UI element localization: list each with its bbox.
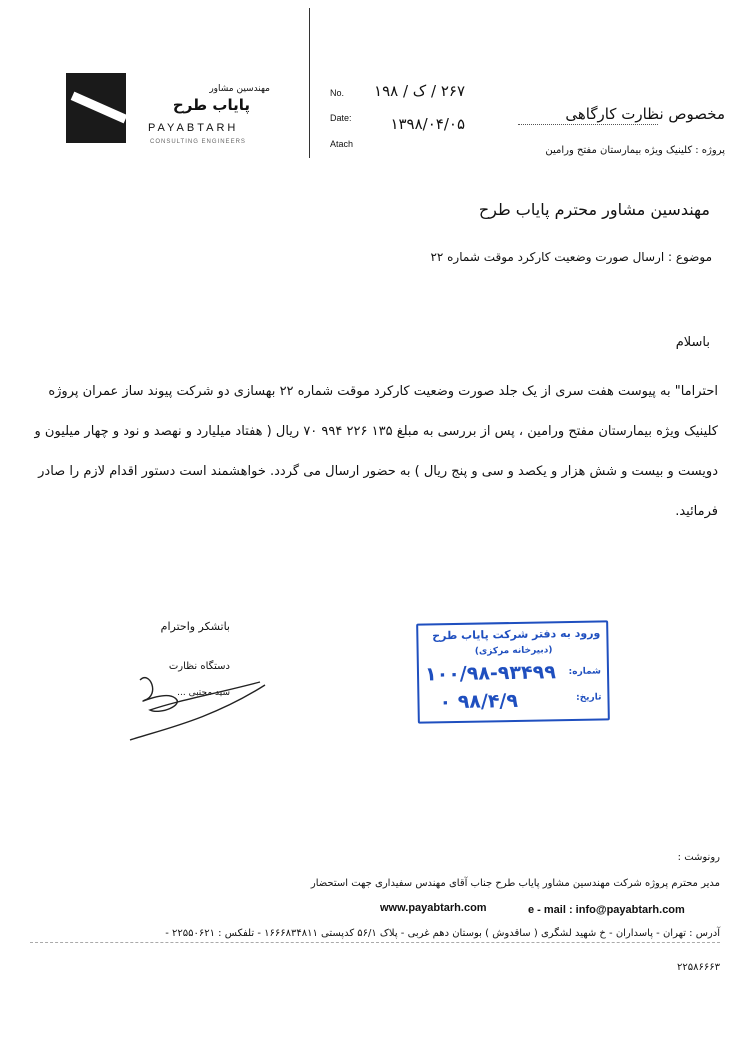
footer-rule [30, 942, 720, 943]
letter-body: احتراما" به پیوست هفت سری از یک جلد صورت وضعیت کارکرد موقت شماره ۲۲ بهسازی دو شرکت پیوند ساز عمران پروژه کلینیک ویژه بیمارستان مفتح ورامین ، پس از بررسی به مبلغ ۱۳۵ ۲۲۶ ۹۹۴ ۷۰ ریال ( هفتاد میلیارد و نهصد و نود و چهار میلیون و دویست و بیست و شش هزار و یکصد و سی و پنج ریال ) به حضور ارسال می گردد. خواهشمند است دستور اقدام لازم را صادر فرمائید. [34, 384, 718, 519]
stamp-title: ورود به دفتر شرکت پایاب طرح [432, 626, 601, 643]
header-divider [309, 8, 310, 158]
cc-line: مدیر محترم پروژه شرکت مهندسین مشاور پایاب طرح جناب آقای مهندس سفیداری جهت استحضار [310, 878, 720, 889]
date-label: Date: [330, 113, 352, 123]
stamp-number-label: شماره: [568, 666, 602, 678]
number-label: No. [330, 88, 345, 98]
email-link[interactable]: e - mail : info@payabtarh.com [528, 904, 685, 916]
heading-underline [518, 124, 658, 126]
handwritten-signature [120, 660, 270, 750]
project-line: پروژه : کلینیک ویژه بیمارستان مفتح ورامین [545, 145, 725, 156]
attach-label: Atach [330, 139, 354, 149]
special-heading: مخصوص نظارت کارگاهی [565, 105, 725, 123]
greeting: باسلام [675, 335, 710, 350]
logo-name-fa: پایاب طرح [172, 96, 250, 114]
logo-name-latin: PAYABTARH [148, 122, 239, 134]
cc-label: رونوشت : [677, 852, 720, 863]
office-text: دستگاه نظارت [168, 661, 230, 672]
addressee: مهندسین مشاور محترم پایاب طرح [478, 200, 710, 219]
address-line-continuation: ۲۲۵۸۶۶۶۳ [677, 962, 720, 973]
subject-line: موضوع : ارسال صورت وضعیت کارکرد موقت شماره ۲۲ [430, 250, 712, 264]
website-link[interactable]: www.payabtarh.com [380, 902, 487, 914]
signer-name: سید مجتبی ... [177, 688, 230, 698]
logo-title-fa: مهندسین مشاور [209, 84, 270, 94]
receipt-stamp [416, 620, 610, 723]
stamp-subtitle: (دبیرخانه مرکزی) [474, 645, 553, 657]
number-value: ۲۶۷ / ک / ۱۹۸ [374, 82, 465, 100]
company-logo [66, 73, 126, 143]
stamp-date-label: تاریخ: [575, 692, 602, 703]
stamp-number: ۱۰۰/۹۸-۹۳۴۹۹ [424, 661, 556, 686]
logo-subtitle: CONSULTING ENGINEERS [150, 139, 246, 145]
address-line: آدرس : تهران - پاسداران - خ شهید لشگری ( ساقدوش ) بوستان دهم غربی - پلاک ۵۶/۱ کدپستی ۱۶۶۶۸۳۴۸۱۱ - تلفکس : ۲۲۵۵۰۶۲۱ - [165, 928, 720, 939]
date-value: ۱۳۹۸/۰۴/۰۵ [390, 115, 465, 133]
stamp-date: ۰ ۹۸/۴/۹ [439, 689, 519, 714]
closing-text: باتشکر واحترام [160, 620, 230, 633]
